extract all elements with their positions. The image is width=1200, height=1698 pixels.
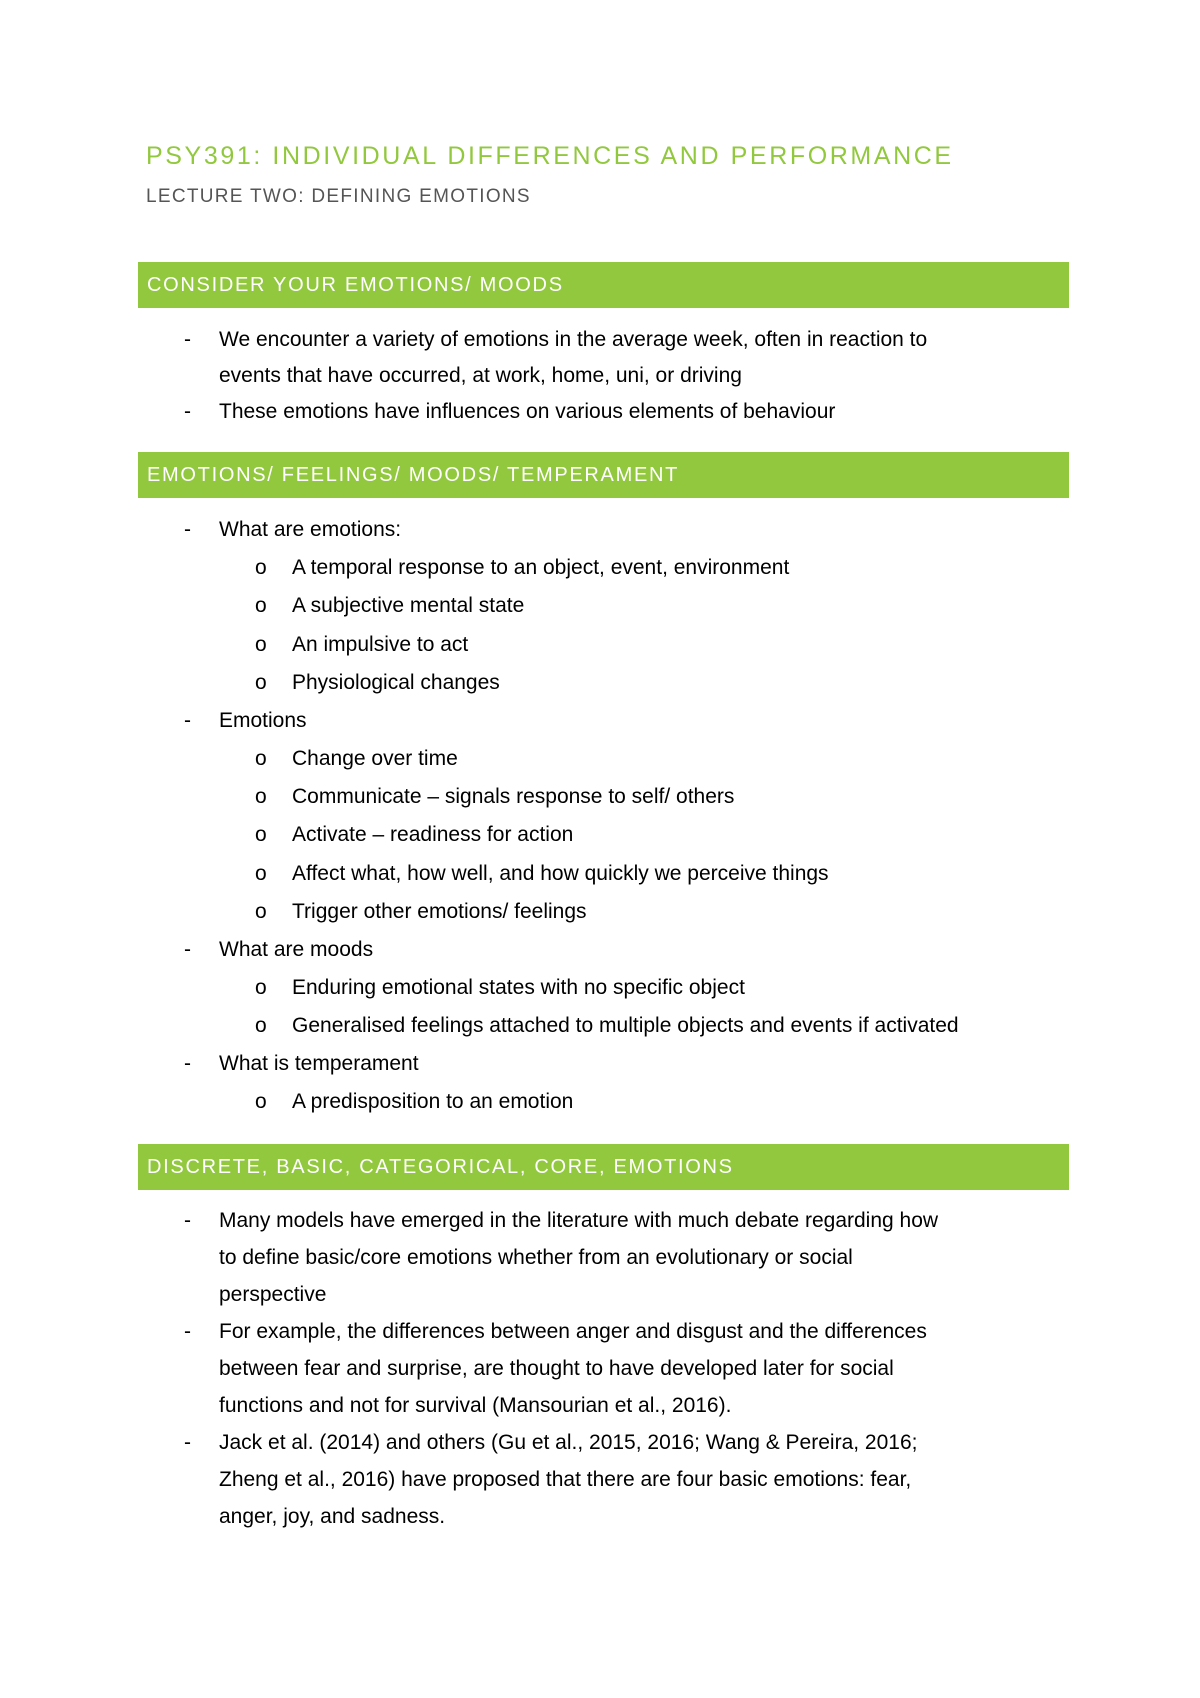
bullet-dash: - xyxy=(184,709,191,732)
list-item: What is temperament xyxy=(219,1052,419,1075)
sub-list-item: A subjective mental state xyxy=(292,594,525,617)
list-item: Emotions xyxy=(219,709,307,732)
sub-list-item: Enduring emotional states with no specific object xyxy=(292,976,745,999)
sub-list-item: Physiological changes xyxy=(292,671,500,694)
bullet-circle: o xyxy=(255,594,267,617)
bullet-dash: - xyxy=(184,1320,191,1343)
bullet-circle: o xyxy=(255,556,267,579)
bullet-circle: o xyxy=(255,976,267,999)
bullet-dash: - xyxy=(184,938,191,961)
list-item-continuation: functions and not for survival (Mansourian et al., 2016). xyxy=(219,1394,732,1417)
list-item: Many models have emerged in the literature with much debate regarding how xyxy=(219,1209,939,1232)
list-item: We encounter a variety of emotions in the average week, often in reaction to xyxy=(219,328,928,351)
sub-list-item: A temporal response to an object, event, environment xyxy=(292,556,790,579)
sub-list-item: Change over time xyxy=(292,747,458,770)
bullet-dash: - xyxy=(184,1052,191,1075)
sub-list-item: Activate – readiness for action xyxy=(292,823,574,846)
sub-list-item: Affect what, how well, and how quickly we perceive things xyxy=(292,862,829,885)
section-heading-emotions-feelings: EMOTIONS/ FEELINGS/ MOODS/ TEMPERAMENT xyxy=(138,452,1069,498)
sub-list-item: Communicate – signals response to self/ others xyxy=(292,785,735,808)
list-item-continuation: Zheng et al., 2016) have proposed that there are four basic emotions: fear, xyxy=(219,1468,912,1491)
list-item: These emotions have influences on various elements of behaviour xyxy=(219,400,836,423)
bullet-circle: o xyxy=(255,1090,267,1113)
section-heading-discrete-emotions: DISCRETE, BASIC, CATEGORICAL, CORE, EMOTIONS xyxy=(138,1144,1069,1190)
bullet-circle: o xyxy=(255,785,267,808)
list-item-continuation: perspective xyxy=(219,1283,327,1306)
list-item-continuation: between fear and surprise, are thought to have developed later for social xyxy=(219,1357,894,1380)
list-item: What are moods xyxy=(219,938,374,961)
bullet-circle: o xyxy=(255,1014,267,1037)
document-title: PSY391: INDIVIDUAL DIFFERENCES AND PERFORMANCE xyxy=(146,142,954,170)
bullet-dash: - xyxy=(184,1431,191,1454)
bullet-circle: o xyxy=(255,823,267,846)
bullet-dash: - xyxy=(184,328,191,351)
list-item: For example, the differences between anger and disgust and the differences xyxy=(219,1320,927,1343)
sub-list-item: Trigger other emotions/ feelings xyxy=(292,900,587,923)
bullet-dash: - xyxy=(184,400,191,423)
list-item-continuation: anger, joy, and sadness. xyxy=(219,1505,446,1528)
bullet-circle: o xyxy=(255,862,267,885)
sub-list-item: Generalised feelings attached to multiple objects and events if activated xyxy=(292,1014,959,1037)
list-item-continuation: to define basic/core emotions whether from an evolutionary or social xyxy=(219,1246,853,1269)
list-item: Jack et al. (2014) and others (Gu et al., 2015, 2016; Wang & Pereira, 2016; xyxy=(219,1431,918,1454)
bullet-dash: - xyxy=(184,1209,191,1232)
bullet-circle: o xyxy=(255,633,267,656)
bullet-circle: o xyxy=(255,900,267,923)
bullet-circle: o xyxy=(255,671,267,694)
list-item: What are emotions: xyxy=(219,518,402,541)
bullet-circle: o xyxy=(255,747,267,770)
sub-list-item: An impulsive to act xyxy=(292,633,469,656)
sub-list-item: A predisposition to an emotion xyxy=(292,1090,574,1113)
bullet-dash: - xyxy=(184,518,191,541)
section-heading-consider-emotions: CONSIDER YOUR EMOTIONS/ MOODS xyxy=(138,262,1069,308)
list-item-continuation: events that have occurred, at work, home, uni, or driving xyxy=(219,364,742,387)
document-subtitle: LECTURE TWO: DEFINING EMOTIONS xyxy=(146,186,531,207)
